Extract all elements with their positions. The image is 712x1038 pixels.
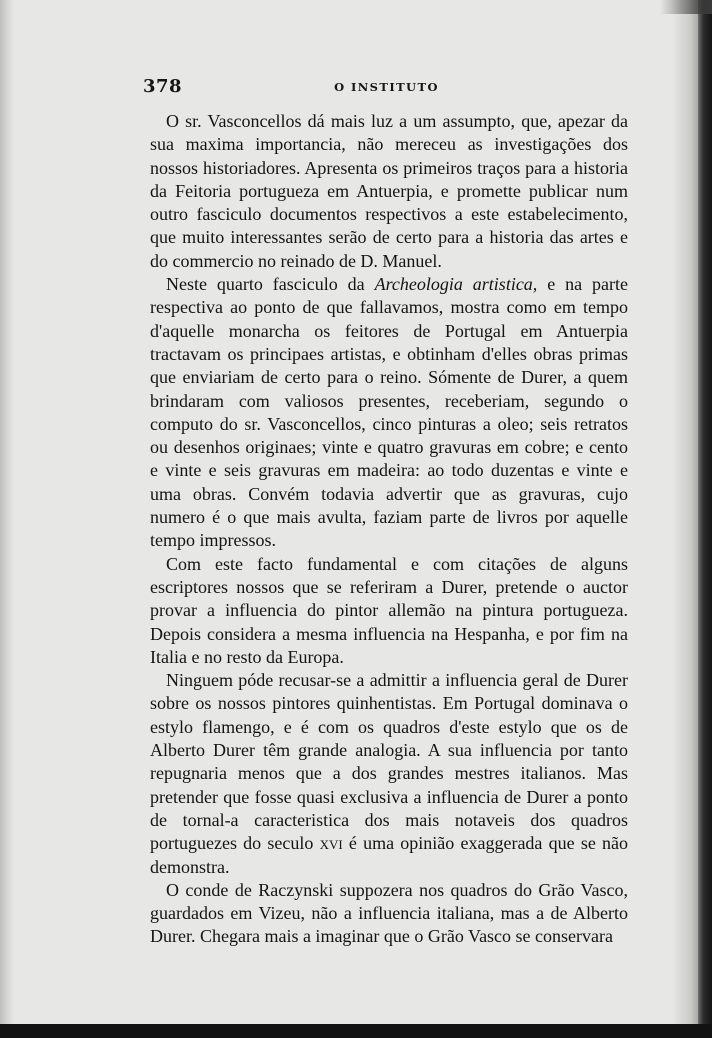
page-gutter-shadow [672, 0, 698, 1024]
paragraph-4-part-1: Ninguem póde recusar-se a admittir a influencia geral de Durer sobre os nossos pintores quinhentistas. Em Portugal dominava o estylo flamengo, e é com os quadros d'este estylo que os de Alberto Durer têm grande analogia. A sua influencia por tanto repugnaria menos que a dos grandes mestres italianos. Mas pretender que fosse quasi exclusiva a influencia de Durer a ponto de tornal-a caracteristica dos mais notaveis dos quadros portuguezes do seculo [150, 670, 628, 854]
scanner-border-right [698, 0, 712, 1038]
periodical-title: Archeologia artistica, [374, 274, 538, 295]
century-numeral: xvi [319, 833, 343, 854]
paragraph-3: Com este facto fundamental e com citações de alguns escriptores nossos que se referiram a Durer, pretende o auctor provar a influencia do pintor allemão na pintura portugueza. Depois considera a mesma influencia na Hespanha, e por fim na Italia e no resto da Europa. [150, 553, 628, 667]
journal-title: O INSTITUTO [334, 80, 439, 94]
paragraph-1: O sr. Vasconcellos dá mais luz a um assumpto, que, apezar da sua maxima importancia, não mereceu as investigações dos nossos historiadores. Apresenta os primeiros traços para a historia da Feitoria portugueza em Antuerpia, e promette publicar num outro fasciculo documentos respectivos a este estabelecimento, que muito interessantes serão de certo para a historia das artes e do commercio no reinado de D. Manuel. [150, 111, 628, 271]
paragraph-2-part-1: Neste quarto fasciculo da [166, 274, 375, 295]
body-text [150, 110, 628, 949]
page-left-edge [0, 0, 14, 1024]
paragraph-4 [150, 669, 628, 879]
page-number: 378 [143, 76, 183, 97]
paragraph-4-part-2: é uma opinião exaggerada que se não demonstra. [150, 833, 629, 877]
running-header [143, 76, 630, 100]
paragraph-2-part-2: e na parte respectiva ao ponto de que fallavamos, mostra como em tempo d'aquelle monarcha os feitores de Portugal em Antuerpia tractavam os principaes artistas, e obtinham d'elles obras primas que enviariam de certo para o reino. Sómente de Durer, a quem brindaram com valiosos presentes, receberiam, segundo o computo do sr. Vasconcellos, cinco pinturas a oleo; seis retratos ou desenhos originaes; vinte e quatro gravuras em cobre; e cento e vinte e seis gravuras em madeira: ao todo duzentas e vinte e uma obras. Convém todavia advertir que as gravuras, cujo numero é o que mais avulta, faziam parte de livros por aquelle tempo impressos. [150, 274, 628, 551]
scanner-border-bottom [0, 1024, 712, 1038]
paragraph-2 [150, 273, 628, 553]
page-corner-shadow [660, 0, 712, 14]
paragraph-5: O conde de Raczynski suppozera nos quadros do Grão Vasco, guardados em Vizeu, não a influencia italiana, mas a de Alberto Durer. Chegara mais a imaginar que o Grão Vasco se conservara [150, 879, 628, 947]
